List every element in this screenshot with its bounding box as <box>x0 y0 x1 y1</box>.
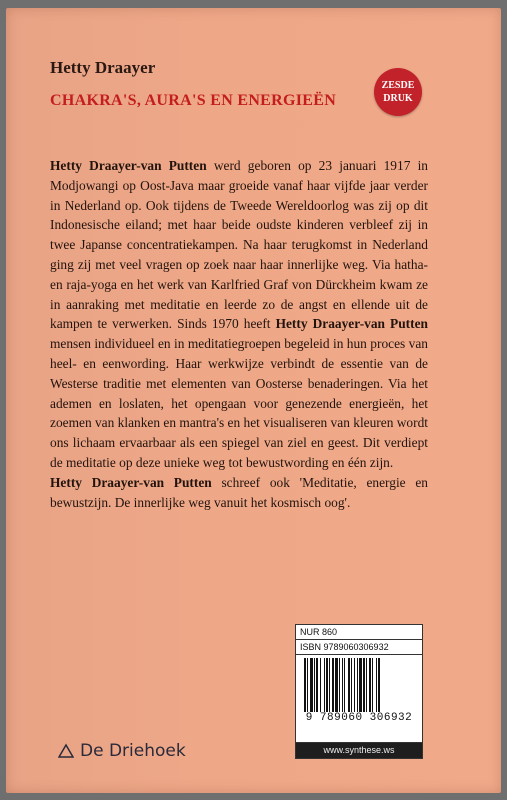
blurb-part-1: werd geboren op 23 januari 1917 in Modjowangi op Oost-Java maar groeide vanaf haar vijfde jaar verder in Nederland op. Ook tijdens de Tweede Wereldoorlog was zij op dit Indonesische eiland; met haar beide oudste kinderen verbleef zij in twee Japanse concentratiekampen. Na haar terugkomst in Nederland ging zij met veel vragen op zoek naar haar innerlijke weg. Via hatha- en raja-yoga en het werk van Karlfried Graf von Dürckheim kwam ze in aanraking met meditatie en leerde zo de angst en ellende uit de kampen te verwerken. Sinds 1970 heeft <box>50 158 428 332</box>
author-name-bold: Hetty Draayer-van Putten <box>50 158 207 173</box>
barcode-panel <box>295 624 423 744</box>
publisher-website: www.synthese.ws <box>295 742 423 759</box>
author-name-bold: Hetty Draayer-van Putten <box>275 316 428 332</box>
publisher-name: De Driehoek <box>80 741 186 761</box>
author-name: Hetty Draayer <box>50 58 156 77</box>
barcode-digits: 9 789060 306932 <box>305 712 413 724</box>
book-back-cover <box>6 8 501 793</box>
edition-badge-line2: DRUK <box>383 93 413 104</box>
blurb-part-2: mensen individueel en in meditatiegroepen begeleid in hun proces van heel- en eenwording. Haar werkwijze verbindt de essentie van de Westerse traditie met elementen van Oosterse benaderingen. Via het ademen en loslaten, het opengaan voor genezende energieën, het zoemen van klanken en mantra's en het visualiseren van kleuren wordt ons lichaam ervaarbaar als een spiegel van ziel en geest. Dit verdiept de meditatie op deze unieke weg tot bewustwording en één zijn. <box>50 336 428 470</box>
barcode-icon <box>302 658 416 712</box>
edition-badge <box>374 68 422 116</box>
nur-code: NUR 860 <box>296 625 422 640</box>
triangle-icon <box>58 743 74 759</box>
isbn-code: ISBN 9789060306932 <box>296 640 422 655</box>
book-title: CHAKRA'S, AURA'S EN ENERGIEËN <box>50 92 337 109</box>
author-name-bold: Hetty Draayer-van Putten <box>50 474 212 490</box>
edition-badge-line1: ZESDE <box>381 80 415 91</box>
blurb-part-3: schreef ook 'Meditatie, energie en bewustzijn. De innerlijke weg vanuit het kosmisch oog'. <box>50 474 428 510</box>
publisher-logo <box>58 741 186 761</box>
blurb-text <box>50 156 428 512</box>
